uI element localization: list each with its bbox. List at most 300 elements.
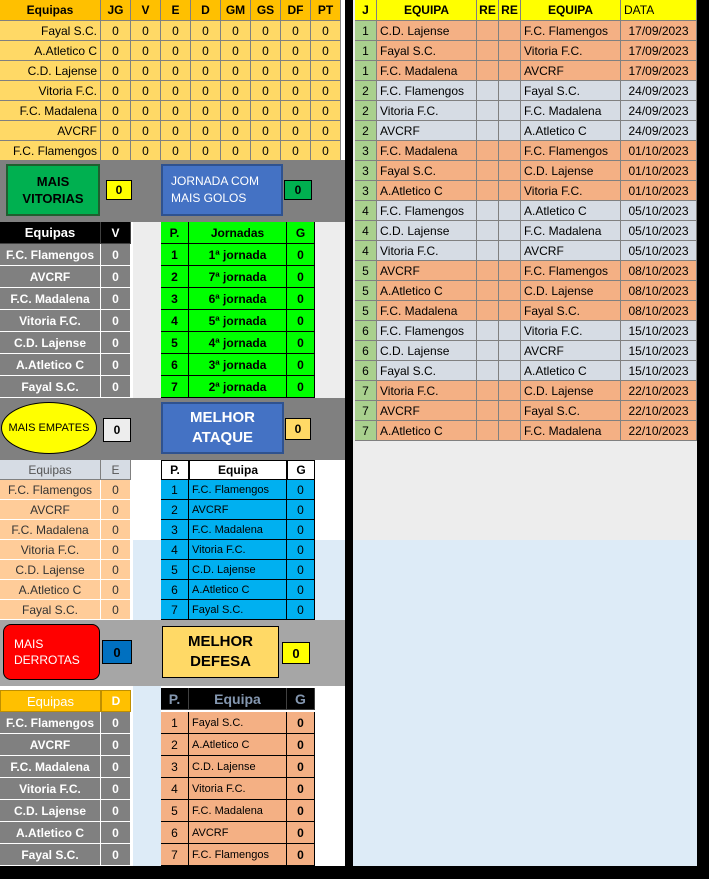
standings-stat: 0 (191, 41, 221, 61)
standings-stat: 0 (101, 81, 131, 101)
fixture-home-score[interactable] (477, 41, 499, 61)
standings-stat: 0 (131, 121, 161, 141)
standings-stat: 0 (191, 21, 221, 41)
fixture-away-team: F.C. Madalena (521, 221, 621, 241)
empates-count: 0 (101, 580, 131, 600)
fixture-away-team: C.D. Lajense (521, 161, 621, 181)
derrotas-header-equipas: Equipas (0, 690, 101, 712)
fixture-round: 7 (355, 381, 377, 401)
fixture-home-score[interactable] (477, 221, 499, 241)
fixture-away-team: AVCRF (521, 341, 621, 361)
defesa-value: 6 (161, 822, 189, 844)
jornada-value: 0 (287, 332, 315, 354)
standings-stat: 0 (131, 61, 161, 81)
standings-stat: 0 (311, 101, 341, 121)
fixture-date: 24/09/2023 (621, 81, 697, 101)
standings-stat: 0 (281, 121, 311, 141)
fixture-home-team: A.Atletico C (377, 281, 477, 301)
vitorias-team: F.C. Flamengos (0, 244, 101, 266)
empates-count: 0 (101, 520, 131, 540)
ataque-team: Vitoria F.C. (189, 540, 287, 560)
defesa-team: F.C. Flamengos (189, 844, 287, 866)
standings-stat: 0 (281, 141, 311, 161)
fixtures-header: RE (477, 0, 499, 21)
fixtures-header: EQUIPA (377, 0, 477, 21)
fixture-home-score[interactable] (477, 361, 499, 381)
defesa-header: G (287, 688, 315, 710)
vitorias-count: 0 (101, 310, 131, 332)
fixture-round: 6 (355, 361, 377, 381)
defesa-value: 2 (161, 734, 189, 756)
ataque-header: Equipa (189, 460, 287, 480)
fixture-away-team: Vitoria F.C. (521, 321, 621, 341)
standings-stat: 0 (161, 121, 191, 141)
fixture-home-score[interactable] (477, 261, 499, 281)
standings-stat: 0 (101, 21, 131, 41)
jornada-golos-value: 0 (284, 180, 312, 200)
fixture-home-score[interactable] (477, 401, 499, 421)
standings-stat: 0 (281, 101, 311, 121)
standings-header-pt: PT (311, 0, 341, 21)
empates-count: 0 (101, 600, 131, 620)
standings-team-name: C.D. Lajense (0, 61, 101, 81)
fixture-home-team: Fayal S.C. (377, 161, 477, 181)
right-pale-area (353, 540, 698, 866)
fixture-home-score[interactable] (477, 181, 499, 201)
standings-stat: 0 (101, 121, 131, 141)
standings-stat: 0 (221, 121, 251, 141)
fixture-away-team: Vitoria F.C. (521, 181, 621, 201)
jornada-value: 4 (161, 310, 189, 332)
standings-stat: 0 (101, 141, 131, 161)
fixture-home-score[interactable] (477, 21, 499, 41)
standings-header-v: V (131, 0, 161, 21)
standings-header-d: D (191, 0, 221, 21)
vitorias-team: A.Atletico C (0, 354, 101, 376)
defesa-header: Equipa (189, 688, 287, 710)
standings-stat: 0 (281, 21, 311, 41)
fixture-home-team: F.C. Madalena (377, 141, 477, 161)
derrotas-count: 0 (101, 756, 131, 778)
standings-stat: 0 (131, 41, 161, 61)
derrotas-count: 0 (101, 844, 131, 866)
mais-derrotas-value: 0 (102, 640, 132, 664)
ataque-header: P. (161, 460, 189, 480)
jornada-value: 3 (161, 288, 189, 310)
fixture-home-team: Vitoria F.C. (377, 101, 477, 121)
fixture-round: 5 (355, 261, 377, 281)
jornada-value: 5 (161, 332, 189, 354)
fixtures-header: J (355, 0, 377, 21)
fixture-away-score[interactable] (499, 421, 521, 441)
jornada-value: 0 (287, 266, 315, 288)
ataque-value: 3 (161, 520, 189, 540)
fixture-away-team: Vitoria F.C. (521, 41, 621, 61)
fixture-home-team: A.Atletico C (377, 421, 477, 441)
fixture-round: 7 (355, 421, 377, 441)
ataque-value: 4 (161, 540, 189, 560)
fixture-away-score[interactable] (499, 361, 521, 381)
standings-stat: 0 (191, 101, 221, 121)
standings-stat: 0 (251, 41, 281, 61)
fixture-home-score[interactable] (477, 321, 499, 341)
jornada-value: 2 (161, 266, 189, 288)
standings-stat: 0 (251, 61, 281, 81)
derrotas-count: 0 (101, 734, 131, 756)
fixture-away-score[interactable] (499, 41, 521, 61)
fixture-home-team: Fayal S.C. (377, 361, 477, 381)
standings-stat: 0 (221, 141, 251, 161)
fixture-home-team: F.C. Flamengos (377, 321, 477, 341)
mais-vitorias-label: MAIS VITORIAS (6, 164, 100, 216)
fixture-date: 05/10/2023 (621, 241, 697, 261)
defesa-value: 7 (161, 844, 189, 866)
fixture-date: 08/10/2023 (621, 261, 697, 281)
ataque-team: C.D. Lajense (189, 560, 287, 580)
defesa-team: A.Atletico C (189, 734, 287, 756)
defesa-team: Vitoria F.C. (189, 778, 287, 800)
fixture-home-score[interactable] (477, 141, 499, 161)
fixture-away-team: C.D. Lajense (521, 381, 621, 401)
empates-count: 0 (101, 500, 131, 520)
jornada-name: 1ª jornada (189, 244, 287, 266)
fixture-away-score[interactable] (499, 21, 521, 41)
fixture-away-score[interactable] (499, 341, 521, 361)
fixture-round: 5 (355, 281, 377, 301)
fixture-home-score[interactable] (477, 101, 499, 121)
fixture-home-team: C.D. Lajense (377, 341, 477, 361)
fixture-away-team: F.C. Flamengos (521, 261, 621, 281)
ataque-team: F.C. Flamengos (189, 480, 287, 500)
fixture-round: 3 (355, 181, 377, 201)
fixture-away-team: A.Atletico C (521, 361, 621, 381)
mais-vitorias-value: 0 (106, 180, 132, 200)
mais-empates-ellipse: MAIS EMPATES (1, 402, 97, 454)
fixture-date: 22/10/2023 (621, 421, 697, 441)
standings-header-jg: JG (101, 0, 131, 21)
derrotas-count: 0 (101, 712, 131, 734)
fixture-away-score[interactable] (499, 221, 521, 241)
fixture-away-team: Fayal S.C. (521, 81, 621, 101)
empates-team: AVCRF (0, 500, 101, 520)
fixture-round: 4 (355, 221, 377, 241)
defesa-team: AVCRF (189, 822, 287, 844)
vitorias-count: 0 (101, 376, 131, 398)
ataque-value: 7 (161, 600, 189, 620)
fixture-date: 22/10/2023 (621, 401, 697, 421)
fixture-away-score[interactable] (499, 261, 521, 281)
fixture-away-score[interactable] (499, 101, 521, 121)
fixture-date: 24/09/2023 (621, 101, 697, 121)
fixture-home-score[interactable] (477, 421, 499, 441)
standings-stat: 0 (251, 141, 281, 161)
fixtures-header: DATA (621, 0, 697, 21)
standings-stat: 0 (221, 21, 251, 41)
standings-stat: 0 (191, 121, 221, 141)
fixture-home-team: C.D. Lajense (377, 21, 477, 41)
vitorias-header-v: V (101, 222, 131, 244)
ataque-team: A.Atletico C (189, 580, 287, 600)
vitorias-count: 0 (101, 244, 131, 266)
fixture-away-team: F.C. Flamengos (521, 141, 621, 161)
standings-stat: 0 (281, 41, 311, 61)
fixture-round: 4 (355, 241, 377, 261)
fixture-away-score[interactable] (499, 121, 521, 141)
fixture-home-team: F.C. Madalena (377, 61, 477, 81)
fixture-round: 3 (355, 141, 377, 161)
standings-header-gs: GS (251, 0, 281, 21)
standings-stat: 0 (191, 61, 221, 81)
standings-stat: 0 (311, 61, 341, 81)
fixture-away-score[interactable] (499, 241, 521, 261)
right-edge-bar (697, 0, 709, 879)
standings-header-gm: GM (221, 0, 251, 21)
defesa-value: 0 (287, 844, 315, 866)
jornada-name: 4ª jornada (189, 332, 287, 354)
standings-stat: 0 (251, 101, 281, 121)
fixture-away-score[interactable] (499, 181, 521, 201)
fixture-home-team: Vitoria F.C. (377, 241, 477, 261)
standings-team-name: Fayal S.C. (0, 21, 101, 41)
standings-stat: 0 (161, 101, 191, 121)
defesa-value: 3 (161, 756, 189, 778)
standings-stat: 0 (101, 61, 131, 81)
fixture-away-score[interactable] (499, 321, 521, 341)
fixture-home-team: Fayal S.C. (377, 41, 477, 61)
fixture-date: 15/10/2023 (621, 361, 697, 381)
fixture-home-score[interactable] (477, 241, 499, 261)
fixture-date: 24/09/2023 (621, 121, 697, 141)
defesa-value: 0 (287, 712, 315, 734)
fixture-away-team: F.C. Madalena (521, 101, 621, 121)
fixture-home-score[interactable] (477, 381, 499, 401)
divider-bar (345, 0, 353, 879)
vitorias-count: 0 (101, 354, 131, 376)
defesa-header: P. (161, 688, 189, 710)
fixture-home-score[interactable] (477, 81, 499, 101)
fixture-away-score[interactable] (499, 281, 521, 301)
fixture-round: 2 (355, 121, 377, 141)
jornada-value: 7 (161, 376, 189, 398)
standings-stat: 0 (311, 21, 341, 41)
standings-stat: 0 (161, 81, 191, 101)
fixture-home-team: F.C. Flamengos (377, 81, 477, 101)
fixture-home-team: AVCRF (377, 121, 477, 141)
fixture-home-score[interactable] (477, 201, 499, 221)
jornadas-header: P. (161, 222, 189, 244)
fixture-away-team: AVCRF (521, 241, 621, 261)
standings-stat: 0 (311, 81, 341, 101)
standings-header-equipas: Equipas (0, 0, 101, 21)
fixture-away-team: Fayal S.C. (521, 301, 621, 321)
standings-stat: 0 (281, 81, 311, 101)
jornada-name: 7ª jornada (189, 266, 287, 288)
fixture-date: 22/10/2023 (621, 381, 697, 401)
standings-stat: 0 (221, 41, 251, 61)
standings-stat: 0 (221, 61, 251, 81)
fixture-round: 2 (355, 101, 377, 121)
defesa-value: 0 (287, 800, 315, 822)
fixture-round: 7 (355, 401, 377, 421)
jornadas-header: G (287, 222, 315, 244)
fixture-home-score[interactable] (477, 281, 499, 301)
vitorias-team: Fayal S.C. (0, 376, 101, 398)
fixture-date: 17/09/2023 (621, 61, 697, 81)
fixtures-header: EQUIPA (521, 0, 621, 21)
ataque-value: 0 (287, 480, 315, 500)
fixture-away-team: F.C. Flamengos (521, 21, 621, 41)
fixture-home-team: F.C. Flamengos (377, 201, 477, 221)
fixture-date: 08/10/2023 (621, 281, 697, 301)
defesa-value: 0 (287, 822, 315, 844)
fixture-home-team: AVCRF (377, 261, 477, 281)
standings-header-e: E (161, 0, 191, 21)
derrotas-count: 0 (101, 800, 131, 822)
standings-stat: 0 (311, 121, 341, 141)
melhor-defesa-label: MELHOR DEFESA (162, 626, 279, 678)
ataque-team: AVCRF (189, 500, 287, 520)
standings-stat: 0 (101, 101, 131, 121)
jornadas-header: Jornadas (189, 222, 287, 244)
bottom-bar (0, 866, 709, 879)
standings-team-name: F.C. Madalena (0, 101, 101, 121)
fixtures-header: RE (499, 0, 521, 21)
defesa-value: 0 (287, 734, 315, 756)
fixture-home-score[interactable] (477, 341, 499, 361)
standings-header-df: DF (281, 0, 311, 21)
standings-team-name: F.C. Flamengos (0, 141, 101, 161)
standings-stat: 0 (161, 141, 191, 161)
ataque-value: 0 (287, 500, 315, 520)
fixture-away-team: A.Atletico C (521, 121, 621, 141)
fixture-date: 15/10/2023 (621, 341, 697, 361)
standings-stat: 0 (281, 61, 311, 81)
fixture-away-score[interactable] (499, 201, 521, 221)
fixture-home-team: A.Atletico C (377, 181, 477, 201)
fixture-date: 01/10/2023 (621, 141, 697, 161)
fixture-away-team: Fayal S.C. (521, 401, 621, 421)
melhor-ataque-value: 0 (285, 418, 311, 440)
empates-team: F.C. Flamengos (0, 480, 101, 500)
fixture-home-score[interactable] (477, 301, 499, 321)
fixture-away-score[interactable] (499, 301, 521, 321)
fixture-away-team: AVCRF (521, 61, 621, 81)
defesa-team: C.D. Lajense (189, 756, 287, 778)
fixture-round: 3 (355, 161, 377, 181)
standings-stat: 0 (161, 41, 191, 61)
standings-stat: 0 (191, 81, 221, 101)
fixture-away-score[interactable] (499, 381, 521, 401)
fixture-away-score[interactable] (499, 61, 521, 81)
standings-team-name: A.Atletico C (0, 41, 101, 61)
empates-team: A.Atletico C (0, 580, 101, 600)
derrotas-team: F.C. Madalena (0, 756, 101, 778)
fixture-date: 01/10/2023 (621, 181, 697, 201)
vitorias-count: 0 (101, 266, 131, 288)
derrotas-count: 0 (101, 778, 131, 800)
empates-team: Vitoria F.C. (0, 540, 101, 560)
empates-team: F.C. Madalena (0, 520, 101, 540)
fixture-home-score[interactable] (477, 61, 499, 81)
derrotas-team: A.Atletico C (0, 822, 101, 844)
standings-stat: 0 (101, 41, 131, 61)
fixture-round: 4 (355, 201, 377, 221)
ataque-value: 0 (287, 560, 315, 580)
standings-stat: 0 (251, 21, 281, 41)
standings-team-name: Vitoria F.C. (0, 81, 101, 101)
vitorias-count: 0 (101, 288, 131, 310)
derrotas-header-d: D (101, 690, 131, 712)
fixture-away-score[interactable] (499, 81, 521, 101)
jornada-value: 0 (287, 244, 315, 266)
jornada-name: 5ª jornada (189, 310, 287, 332)
ataque-value: 0 (287, 580, 315, 600)
fixture-round: 5 (355, 301, 377, 321)
vitorias-team: Vitoria F.C. (0, 310, 101, 332)
vitorias-team: C.D. Lajense (0, 332, 101, 354)
fixture-away-team: A.Atletico C (521, 201, 621, 221)
standings-stat: 0 (131, 141, 161, 161)
jornada-value: 0 (287, 310, 315, 332)
vitorias-team: AVCRF (0, 266, 101, 288)
empates-count: 0 (101, 480, 131, 500)
melhor-defesa-value: 0 (282, 642, 310, 664)
standings-stat: 0 (131, 21, 161, 41)
fixture-date: 01/10/2023 (621, 161, 697, 181)
derrotas-team: C.D. Lajense (0, 800, 101, 822)
vitorias-header-equipas: Equipas (0, 222, 101, 244)
defesa-team: F.C. Madalena (189, 800, 287, 822)
fixture-away-team: C.D. Lajense (521, 281, 621, 301)
fixture-home-score[interactable] (477, 121, 499, 141)
standings-stat: 0 (251, 121, 281, 141)
fixture-round: 2 (355, 81, 377, 101)
melhor-ataque-label: MELHOR ATAQUE (161, 402, 284, 454)
ataque-value: 6 (161, 580, 189, 600)
jornada-name: 2ª jornada (189, 376, 287, 398)
fixture-home-score[interactable] (477, 161, 499, 181)
ataque-value: 1 (161, 480, 189, 500)
ataque-value: 5 (161, 560, 189, 580)
defesa-value: 4 (161, 778, 189, 800)
fixture-date: 05/10/2023 (621, 201, 697, 221)
fixture-away-score[interactable] (499, 401, 521, 421)
standings-stat: 0 (311, 41, 341, 61)
standings-stat: 0 (161, 61, 191, 81)
jornada-name: 6ª jornada (189, 288, 287, 310)
fixture-date: 15/10/2023 (621, 321, 697, 341)
standings-stat: 0 (131, 101, 161, 121)
fixture-away-score[interactable] (499, 161, 521, 181)
ataque-value: 0 (287, 600, 315, 620)
standings-stat: 0 (131, 81, 161, 101)
fixture-home-team: C.D. Lajense (377, 221, 477, 241)
mais-empates-value: 0 (103, 418, 131, 442)
standings-stat: 0 (161, 21, 191, 41)
vitorias-count: 0 (101, 332, 131, 354)
derrotas-team: F.C. Flamengos (0, 712, 101, 734)
jornada-value: 1 (161, 244, 189, 266)
pale-area-2 (133, 686, 161, 866)
ataque-value: 0 (287, 540, 315, 560)
fixture-home-team: Vitoria F.C. (377, 381, 477, 401)
fixture-date: 17/09/2023 (621, 41, 697, 61)
empates-count: 0 (101, 540, 131, 560)
derrotas-team: Fayal S.C. (0, 844, 101, 866)
derrotas-team: Vitoria F.C. (0, 778, 101, 800)
ataque-value: 2 (161, 500, 189, 520)
fixture-away-score[interactable] (499, 141, 521, 161)
